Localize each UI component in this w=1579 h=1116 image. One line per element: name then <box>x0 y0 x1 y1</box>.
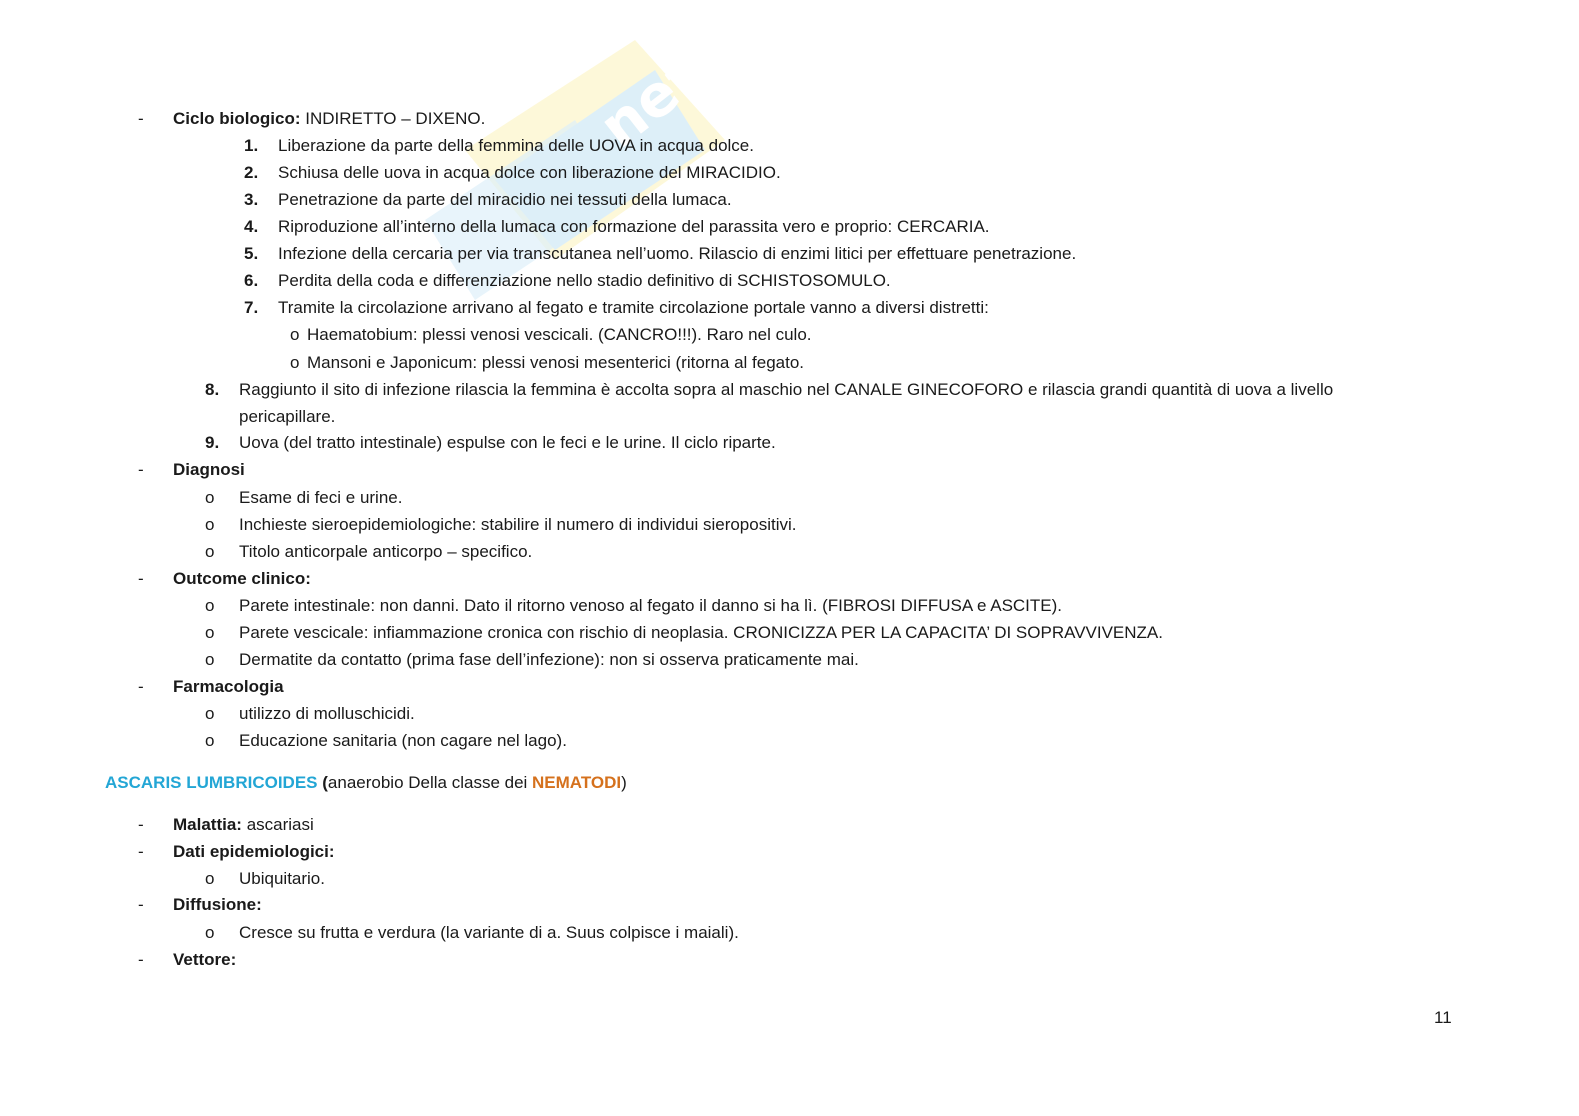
sub-bullet: o <box>205 704 215 723</box>
step-number: 2. <box>244 163 259 182</box>
outcome-heading: Outcome clinico: <box>173 569 311 588</box>
outcome-item: Dermatite da contatto (prima fase dell’infezione): non si osserva praticamente mai. <box>239 650 859 669</box>
bullet-dash: - <box>138 895 144 914</box>
sub-bullet: o <box>205 596 215 615</box>
diagnosi-heading: Diagnosi <box>173 460 245 479</box>
step-number: 5. <box>244 244 259 263</box>
paren-close: ) <box>621 773 627 792</box>
sub-bullet: o <box>205 623 215 642</box>
bullet-dash: - <box>138 677 144 696</box>
step-text-continued: pericapillare. <box>239 407 336 426</box>
malattia-item <box>173 814 314 836</box>
diagnosi-item: Esame di feci e urine. <box>239 488 403 507</box>
sub-bullet: o <box>290 353 300 372</box>
step-number: 4. <box>244 217 259 236</box>
watermark-text: net <box>586 40 715 162</box>
step-text: Riproduzione all’interno della lumaca con formazione del parassita vero e proprio: CERCARIA. <box>278 217 990 236</box>
vettore-heading: Vettore: <box>173 950 237 969</box>
bullet-dash: - <box>138 950 144 969</box>
step-text: Raggiunto il sito di infezione rilascia la femmina è accolta sopra al maschio nel CANALE GINECOFORO e rilascia grandi quantità di uova a livello <box>239 380 1334 399</box>
bullet-dash: - <box>138 842 144 861</box>
ciclo-biologico-item <box>173 108 485 130</box>
sub-bullet: o <box>205 869 215 888</box>
step-text: Perdita della coda e differenziazione nello stadio definitivo di SCHISTOSOMULO. <box>278 271 891 290</box>
step-text: Schiusa delle uova in acqua dolce con liberazione del MIRACIDIO. <box>278 163 781 182</box>
farmacologia-item: utilizzo di molluschicidi. <box>239 704 415 723</box>
step-number: 6. <box>244 271 259 290</box>
dati-heading: Dati epidemiologici: <box>173 842 335 861</box>
sub-bullet: o <box>205 731 215 750</box>
bullet-dash: - <box>138 569 144 588</box>
diffusione-heading: Diffusione: <box>173 895 262 914</box>
sub-item-text: Haematobium: plessi venosi vescicali. (CANCRO!!!). Raro nel culo. <box>307 325 812 344</box>
bullet-dash: - <box>138 815 144 834</box>
outcome-item: Parete vescicale: infiammazione cronica con rischio di neoplasia. CRONICIZZA PER LA CAPACITA’ DI SOPRAVVIVENZA. <box>239 623 1163 642</box>
diagnosi-item: Inchieste sieroepidemiologiche: stabilire il numero di individui sieropositivi. <box>239 515 797 534</box>
dati-item: Ubiquitario. <box>239 869 325 888</box>
sub-bullet: o <box>205 650 215 669</box>
farmacologia-heading: Farmacologia <box>173 677 284 696</box>
ascaris-description: anaerobio Della classe dei <box>327 773 533 792</box>
page-number: 11 <box>1434 1008 1452 1027</box>
farmacologia-item: Educazione sanitaria (non cagare nel lago). <box>239 731 567 750</box>
sub-bullet: o <box>205 923 215 942</box>
sub-item-text: Mansoni e Japonicum: plessi venosi mesenterici (ritorna al fegato. <box>307 353 805 372</box>
sub-bullet: o <box>205 488 215 507</box>
outcome-item: Parete intestinale: non danni. Dato il ritorno venoso al fegato il danno si ha lì. (FIBROSI DIFFUSA e ASCITE). <box>239 596 1063 615</box>
step-text: Penetrazione da parte del miracidio nei tessuti della lumaca. <box>278 190 732 209</box>
ciclo-label: Ciclo biologico: <box>173 109 301 128</box>
step-number: 8. <box>205 380 220 399</box>
diagnosi-item: Titolo anticorpale anticorpo – specifico. <box>239 542 533 561</box>
malattia-value: ascariasi <box>241 815 314 834</box>
diffusione-item: Cresce su frutta e verdura (la variante di a. Suus colpisce i maiali). <box>239 923 739 942</box>
step-text: Uova (del tratto intestinale) espulse con le feci e le urine. Il ciclo riparte. <box>239 433 776 452</box>
step-text: Infezione della cercaria per via transcutanea nell’uomo. Rilascio di enzimi litici per effettuare penetrazione. <box>278 244 1077 263</box>
ciclo-value: INDIRETTO – DIXENO. <box>300 109 486 128</box>
step-number: 3. <box>244 190 259 209</box>
ascaris-title: ASCARIS LUMBRICOIDES <box>105 773 318 792</box>
bullet-dash: - <box>138 109 144 128</box>
step-number: 7. <box>244 298 259 317</box>
step-number: 9. <box>205 433 220 452</box>
bullet-dash: - <box>138 460 144 479</box>
sub-bullet: o <box>205 542 215 561</box>
sub-bullet: o <box>290 325 300 344</box>
section-heading-ascaris <box>105 772 627 794</box>
sub-bullet: o <box>205 515 215 534</box>
paren-open: ( <box>317 773 328 792</box>
step-text: Liberazione da parte della femmina delle UOVA in acqua dolce. <box>278 136 754 155</box>
ascaris-class: NEMATODI <box>532 773 622 792</box>
step-number: 1. <box>244 136 259 155</box>
step-text: Tramite la circolazione arrivano al fegato e tramite circolazione portale vanno a diversi distretti: <box>278 298 989 317</box>
malattia-label: Malattia: <box>173 815 242 834</box>
